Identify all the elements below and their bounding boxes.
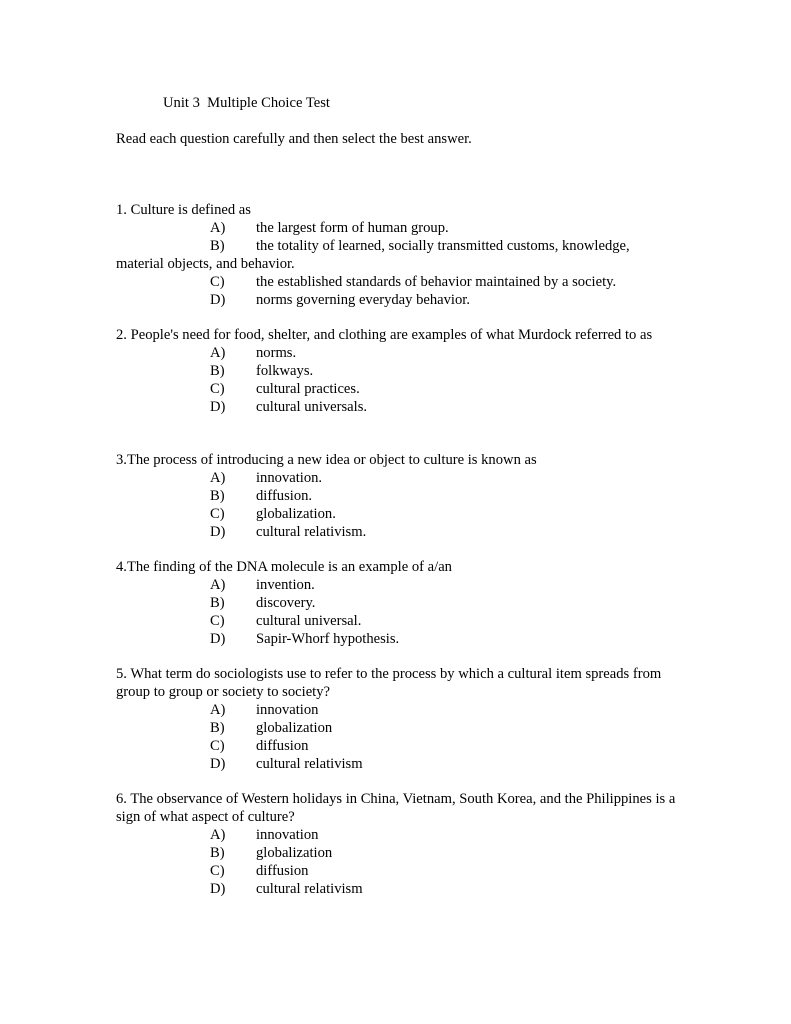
option-text: globalization. xyxy=(256,506,336,522)
question-1 xyxy=(116,201,696,309)
option-letter: B) xyxy=(210,845,225,861)
option-letter: D) xyxy=(210,292,226,308)
option-text: globalization xyxy=(256,720,333,736)
question-2 xyxy=(116,326,696,416)
option-letter: D) xyxy=(210,881,226,897)
option-text: innovation xyxy=(256,702,319,718)
answer-option-c[interactable] xyxy=(116,612,696,630)
option-letter: A) xyxy=(210,702,226,718)
question-4 xyxy=(116,558,696,648)
option-letter: B) xyxy=(210,238,225,254)
question-stem: 1. Culture is defined as xyxy=(116,202,251,218)
option-text-continuation: material objects, and behavior. xyxy=(116,256,295,272)
option-text: norms governing everyday behavior. xyxy=(256,292,470,308)
question-stem: 2. People's need for food, shelter, and clothing are examples of what Murdock referred to as xyxy=(116,327,653,343)
instructions: Read each question carefully and then select the best answer. xyxy=(116,131,472,147)
option-text: cultural relativism xyxy=(256,756,363,772)
answer-option-b[interactable] xyxy=(116,487,696,505)
option-text: cultural relativism. xyxy=(256,524,367,540)
option-letter: B) xyxy=(210,595,225,611)
answer-option-c[interactable] xyxy=(116,380,696,398)
option-letter: A) xyxy=(210,220,226,236)
answer-option-a[interactable] xyxy=(116,576,696,594)
option-text: diffusion. xyxy=(256,488,313,504)
answer-option-b[interactable] xyxy=(116,844,696,862)
option-text: the largest form of human group. xyxy=(256,220,449,236)
option-letter: D) xyxy=(210,524,226,540)
answer-option-c[interactable] xyxy=(116,505,696,523)
option-letter: C) xyxy=(210,274,225,290)
question-5 xyxy=(116,665,696,773)
option-letter: B) xyxy=(210,363,225,379)
answer-option-c[interactable] xyxy=(116,862,696,880)
option-letter: C) xyxy=(210,381,225,397)
answer-option-d[interactable] xyxy=(116,398,696,416)
option-text: cultural universals. xyxy=(256,399,368,415)
option-letter: A) xyxy=(210,577,226,593)
option-text: cultural universal. xyxy=(256,613,362,629)
question-stem: 3.The process of introducing a new idea or object to culture is known as xyxy=(116,452,537,468)
page-title: Unit 3 Multiple Choice Test xyxy=(163,95,330,111)
option-text: diffusion xyxy=(256,863,309,879)
question-6 xyxy=(116,790,696,898)
option-letter: C) xyxy=(210,738,225,754)
answer-option-b[interactable] xyxy=(116,594,696,612)
option-letter: B) xyxy=(210,488,225,504)
answer-option-c[interactable] xyxy=(116,273,696,291)
option-text: discovery. xyxy=(256,595,316,611)
question-stem: 5. What term do sociologists use to refer to the process by which a cultural item spreads from group to group or society to society? xyxy=(116,666,662,700)
question-stem: 6. The observance of Western holidays in China, Vietnam, South Korea, and the Philippines is a sign of what aspect of culture? xyxy=(116,791,676,825)
answer-option-b[interactable] xyxy=(116,719,696,737)
option-letter: D) xyxy=(210,756,226,772)
option-letter: B) xyxy=(210,720,225,736)
option-letter: C) xyxy=(210,613,225,629)
option-text: cultural relativism xyxy=(256,881,363,897)
option-text: the totality of learned, socially transmitted customs, knowledge, xyxy=(256,238,630,254)
option-letter: D) xyxy=(210,399,226,415)
option-text: invention. xyxy=(256,577,315,593)
option-letter: A) xyxy=(210,345,226,361)
answer-option-b[interactable] xyxy=(116,237,696,273)
answer-option-d[interactable] xyxy=(116,291,696,309)
option-text: norms. xyxy=(256,345,297,361)
option-text: cultural practices. xyxy=(256,381,360,397)
option-text: the established standards of behavior maintained by a society. xyxy=(256,274,617,290)
option-letter: C) xyxy=(210,863,225,879)
question-stem: 4.The finding of the DNA molecule is an example of a/an xyxy=(116,559,452,575)
answer-option-a[interactable] xyxy=(116,701,696,719)
option-text: folkways. xyxy=(256,363,314,379)
option-text: globalization xyxy=(256,845,333,861)
option-letter: A) xyxy=(210,827,226,843)
answer-option-c[interactable] xyxy=(116,737,696,755)
answer-option-d[interactable] xyxy=(116,880,696,898)
answer-option-a[interactable] xyxy=(116,344,696,362)
option-text: innovation. xyxy=(256,470,323,486)
answer-option-d[interactable] xyxy=(116,630,696,648)
option-text: Sapir-Whorf hypothesis. xyxy=(256,631,400,647)
option-letter: C) xyxy=(210,506,225,522)
answer-option-a[interactable] xyxy=(116,219,696,237)
answer-option-a[interactable] xyxy=(116,826,696,844)
answer-option-d[interactable] xyxy=(116,755,696,773)
option-letter: D) xyxy=(210,631,226,647)
option-text: innovation xyxy=(256,827,319,843)
answer-option-b[interactable] xyxy=(116,362,696,380)
answer-option-d[interactable] xyxy=(116,523,696,541)
option-letter: A) xyxy=(210,470,226,486)
answer-option-a[interactable] xyxy=(116,469,696,487)
option-text: diffusion xyxy=(256,738,309,754)
question-3 xyxy=(116,451,696,541)
